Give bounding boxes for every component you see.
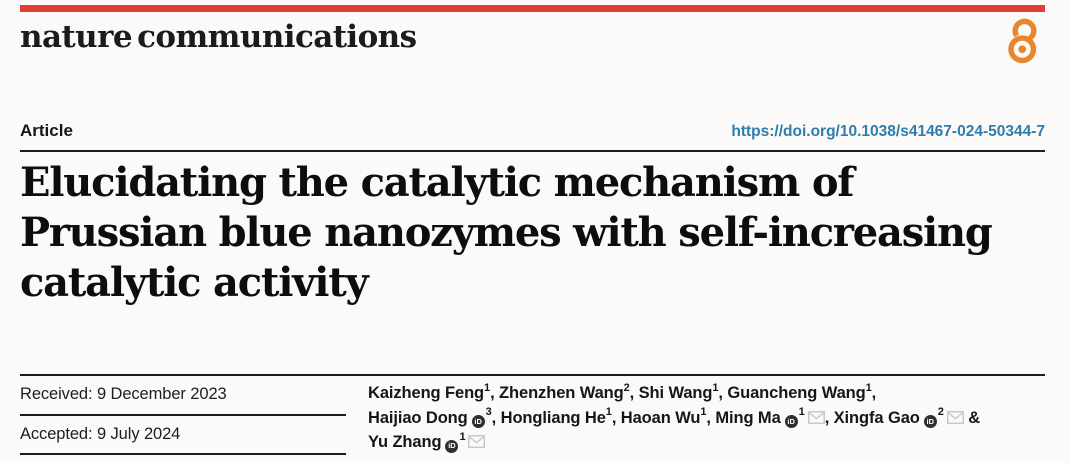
article-title-line-1: Elucidating the catalytic mechanism of xyxy=(20,159,854,206)
author-name: Xingfa Gao xyxy=(833,408,920,427)
email-icon[interactable] xyxy=(808,407,825,432)
author-affiliation-superscript: 1 xyxy=(459,430,466,443)
author-affiliation-superscript: 1 xyxy=(605,406,612,418)
author-affiliation-superscript: 1 xyxy=(865,381,872,394)
article-type-label: Article xyxy=(20,121,73,140)
author-name: Zhenzhen Wang xyxy=(499,384,624,402)
author-affiliation-superscript: 1 xyxy=(712,381,719,394)
article-title-line-2: Prussian blue nanozymes with self-increasing xyxy=(20,209,992,256)
author-name: Haoan Wu xyxy=(620,408,701,427)
orcid-icon[interactable]: iD xyxy=(924,415,937,428)
author-affiliation-superscript: 1 xyxy=(798,406,805,418)
article-meta-section xyxy=(20,374,1045,455)
article-header-row xyxy=(20,121,1045,152)
author-name: Hongliang He xyxy=(500,408,606,427)
author-name: Kaizheng Feng xyxy=(368,384,485,402)
article-history xyxy=(20,376,346,455)
author-affiliation-superscript: 1 xyxy=(484,381,491,394)
email-icon[interactable] xyxy=(468,431,485,456)
author-affiliation-superscript: 2 xyxy=(937,406,944,418)
author-affiliation-superscript: 1 xyxy=(700,406,707,418)
author-affiliation-superscript: 2 xyxy=(623,381,630,394)
orcid-icon[interactable]: iD xyxy=(785,415,798,428)
author-name: Yu Zhang xyxy=(368,433,442,451)
author-name: Ming Ma xyxy=(715,408,781,427)
open-access-lock-icon xyxy=(999,15,1047,65)
orcid-icon[interactable]: iD xyxy=(445,440,458,453)
article-title xyxy=(20,158,1045,308)
received-date: Received: 9 December 2023 xyxy=(20,376,346,416)
email-icon[interactable] xyxy=(947,407,964,432)
doi-link[interactable]: https://doi.org/10.1038/s41467-024-50344-7 xyxy=(731,123,1045,140)
author-name: Guancheng Wang xyxy=(727,384,866,402)
masthead-accent-bar xyxy=(20,5,1045,12)
orcid-icon[interactable]: iD xyxy=(472,415,485,428)
journal-logo: nature communications xyxy=(20,19,417,55)
author-name: Shi Wang xyxy=(638,384,713,402)
accepted-date: Accepted: 9 July 2024 xyxy=(20,416,346,456)
author-list: Kaizheng Feng$^1$, Zhenzhen Wang$^2$, Shi Wang$^1$, Guancheng Wang$^1$, Haijiao Dong $iD^3$, Hongliang He$^1$, Haoan Wu$^1$, Ming Ma $iD^1$ , Xingfa Gao $iD^2$ & Yu Zhang $iD^1$ xyxy=(368,376,1045,455)
article-title-line-3: catalytic activity xyxy=(20,259,368,306)
author-name: Haijiao Dong xyxy=(368,408,468,427)
author-affiliation-superscript: 3 xyxy=(485,406,492,418)
